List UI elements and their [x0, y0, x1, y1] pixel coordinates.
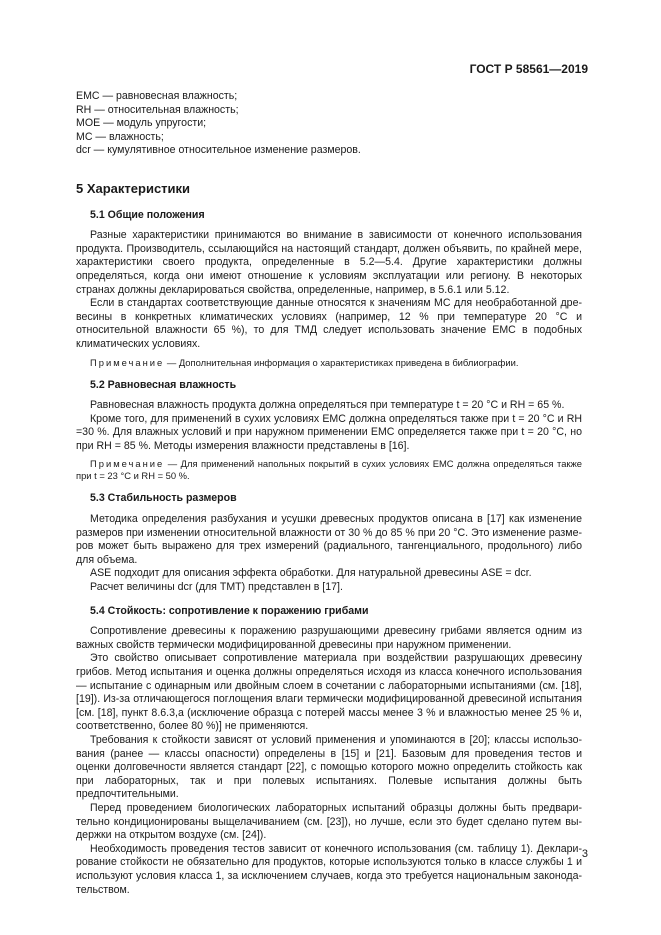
- page-number: 3: [581, 848, 588, 860]
- section-5-3-heading: 5.3 Стабильность размеров: [90, 492, 237, 505]
- note-label: Примечание: [90, 458, 165, 470]
- section-5-4-heading: 5.4 Стойкость: сопротивление к поражению грибами: [90, 604, 369, 617]
- paragraph: Расчет величины dcr (для ТМТ) представлен в [17].: [90, 581, 343, 594]
- abbreviation-item: MC — влажность;: [76, 130, 164, 143]
- abbreviation-item: dcr — кумулятивное относительное изменение размеров.: [76, 144, 361, 157]
- section-5-2-heading: 5.2 Равновесная влажность: [90, 378, 237, 391]
- paragraph: Необходимость проведения тестов зависит от конечного использования (см. таблицу 1). Декларирование стойкости не обязательно для продуктов, которые используются только в классе службы 1 и используют условия класса 1, за исключением случаев, когда это требуется национальным законодательством.: [76, 842, 582, 896]
- page-content: [76, 90, 582, 897]
- note: [76, 458, 582, 482]
- paragraph: Если в стандартах соответствующие данные относятся к значениям MC для необработанной древесины в конкретных климатических условиях (например, 12 % при температуре 20 °С и относительной влажности 65 %), то для ТМД следует использовать значение EMC в подобных климатических условиях.: [76, 297, 582, 350]
- section-5-1-heading: 5.1 Общие положения: [90, 208, 205, 221]
- paragraph: Требования к стойкости зависят от условий применения и упоминаются в [20]; классы использования (ранее — классы опасности) определены в [15] и [21]. Базовым для проведения тестов и оценки долговечности является стандарт [22], с помощью которого можно определить стойкость как при лабораторных, так и при полевых испытаниях. Полевые испытания должны быть предпочтительными.: [76, 733, 582, 801]
- paragraph: Методика определения разбухания и усушки древесных продуктов описана в [17] как изменение размеров при изменении относительной влажности от 30 % до 85 % при 20 °С. Это изменение размеров может быть выражено для трех измерений (радиального, тангенциального, продольного) либо для объема.: [76, 513, 582, 566]
- note-text: — Дополнительная информация о характеристиках приведена в библиографии.: [164, 356, 519, 368]
- paragraph: Перед проведением биологических лабораторных испытаний образцы должны быть предварительно кондиционированы выщелачиванием (см. [23]), но лучше, если это будет сделано путем выдержки на открытом воздухе (см. [24]).: [76, 801, 582, 842]
- note: [76, 357, 582, 369]
- section-5-heading: 5 Характеристики: [76, 180, 191, 196]
- paragraph: ASE подходит для описания эффекта обработки. Для натуральной древесины ASE = dcr.: [90, 567, 532, 580]
- paragraph: Равновесная влажность продукта должна определяться при температуре t = 20 °С и RH = 65 %.: [90, 399, 565, 412]
- note-label: Примечание: [90, 356, 165, 368]
- abbreviation-item: EMC — равновесная влажность;: [76, 90, 238, 102]
- paragraph: Кроме того, для применений в сухих условиях EMC должна определяться также при t = 20 °С и RH =30 %. Для влажных условий и при наружном применении EMC определяется также при t = 20 °С, но при RH = 85 %. Методы измерения влажности представлены в [16].: [76, 412, 582, 452]
- paragraph: Разные характеристики принимаются во внимание в зависимости от конечного использования продукта. Производитель, ссылающийся на настоящий стандарт, должен объявить, по крайней мере, характеристики своего продукта, определенные в 5.2—5.4. Другие характеристики должны определяться, когда они имеют отношение к условиям эксплуатации или региону. В некоторых странах должны декларироваться свойства, определенные, например, в 5.6.1 или 5.12.: [76, 229, 582, 296]
- note-text: — Для применений напольных покрытий в сухих условиях EMC должна определяться также при t = 23 °С и RH = 50 %.: [76, 458, 582, 482]
- document-id: ГОСТ Р 58561—2019: [469, 62, 588, 76]
- paragraph: Это свойство описывает сопротивление материала при воздействии разрушающих древесину грибов. Метод испытания и оценка должны определяться исходя из класса конечного использования — испытание с одинарным или двойным слоем в сочетании с лабораторными испытаниями (см. [18], [19]). Из-за отличающегося поглощения влаги термически модифицированной древесиной испытания [см. [18], пункт 8.6.3,а (исключение образца с потерей массы менее 3 % и влажностью менее 25 % и, соответственно, более 80 %)] не применяются.: [76, 652, 582, 733]
- abbreviation-item: RH — относительная влажность;: [76, 103, 239, 116]
- paragraph: Сопротивление древесины к поражению разрушающими древесину грибами является одним из важных свойств термически модифицированной древесины при наружном применении.: [76, 625, 582, 651]
- abbreviation-item: MOE — модуль упругости;: [76, 117, 207, 130]
- abbreviation-list: [76, 90, 582, 158]
